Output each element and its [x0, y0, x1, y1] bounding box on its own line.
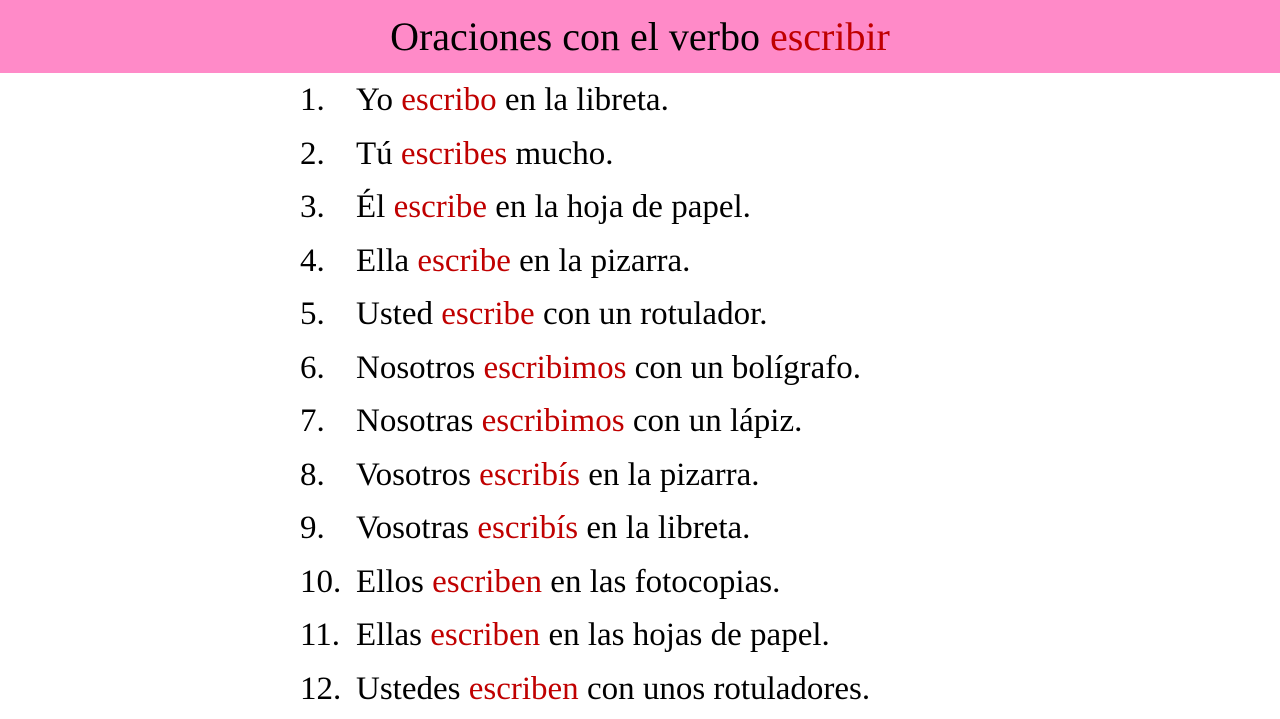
sentence-complement: en las fotocopias.: [542, 563, 781, 600]
sentence-subject: Ella: [356, 242, 418, 279]
sentence-complement: en la libreta.: [496, 82, 669, 118]
sentence-item: [300, 502, 870, 556]
sentence-complement: en las hojas de papel.: [540, 617, 830, 653]
sentence-number: 7.: [300, 403, 325, 439]
sentence-complement: con unos rotuladores.: [578, 670, 871, 707]
sentence-item: [300, 181, 870, 235]
sentence-complement: en la libreta.: [578, 510, 751, 546]
sentence-subject: Ellas: [356, 617, 431, 653]
sentence-number: 11.: [300, 617, 341, 653]
sentence-item: [300, 663, 870, 717]
sentence-item: [300, 395, 870, 449]
sentence-subject: Vosotras: [356, 510, 478, 546]
sentence-complement: en la pizarra.: [510, 242, 691, 279]
sentence-number: 2.: [300, 135, 325, 172]
sentence-number: 10.: [300, 563, 342, 600]
sentence-number: 4.: [300, 242, 325, 279]
sentence-verb: escribimos: [481, 403, 625, 439]
sentence-subject: Nosotros: [356, 349, 484, 386]
sentence-number: 5.: [300, 296, 325, 332]
sentence-item: [300, 556, 870, 610]
sentence-complement: en la hoja de papel.: [487, 189, 751, 225]
sentence-verb: escribes: [400, 135, 508, 172]
title-bar: [0, 0, 1280, 73]
sentence-subject: Ustedes: [356, 670, 469, 707]
sentence-verb: escribe: [417, 242, 511, 279]
sentence-subject: Nosotras: [356, 403, 482, 439]
sentence-verb: escribís: [477, 510, 579, 546]
sentence-verb: escribe: [441, 296, 535, 332]
sentence-subject: Ellos: [356, 563, 433, 600]
sentence-item: [300, 609, 870, 663]
sentence-subject: Vosotros: [356, 456, 480, 493]
title-verb: escribir: [769, 14, 890, 59]
sentence-complement: en la pizarra.: [579, 456, 760, 493]
sentence-item: [300, 235, 870, 289]
sentence-verb: escribo: [401, 82, 497, 118]
sentence-complement: con un lápiz.: [624, 403, 803, 439]
sentence-verb: escribís: [479, 456, 580, 493]
sentence-subject: Usted: [356, 296, 442, 332]
sentence-verb: escriben: [432, 563, 543, 600]
sentence-verb: escriben: [430, 617, 541, 653]
sentence-number: 1.: [300, 82, 325, 118]
title-prefix: Oraciones con el verbo: [390, 14, 770, 59]
sentence-number: 9.: [300, 510, 325, 546]
sentence-subject: Yo: [356, 82, 402, 118]
sentence-complement: con un bolígrafo.: [626, 349, 862, 386]
sentence-item: [300, 128, 870, 182]
sentence-item: [300, 449, 870, 503]
sentence-number: 8.: [300, 456, 325, 493]
sentence-item: [300, 288, 870, 342]
sentence-subject: Él: [356, 189, 394, 225]
slide-title: [0, 0, 1280, 73]
sentence-complement: mucho.: [507, 135, 614, 172]
sentence-complement: con un rotulador.: [534, 296, 768, 332]
sentence-item: [300, 342, 870, 396]
sentence-number: 3.: [300, 189, 325, 225]
sentence-subject: Tú: [356, 135, 401, 172]
sentence-verb: escriben: [468, 670, 579, 707]
sentence-item: [300, 74, 870, 128]
sentence-verb: escribe: [393, 189, 488, 225]
sentence-verb: escribimos: [483, 349, 627, 386]
sentence-number: 6.: [300, 349, 325, 386]
sentence-number: 12.: [300, 670, 342, 707]
sentence-list: [300, 74, 870, 716]
